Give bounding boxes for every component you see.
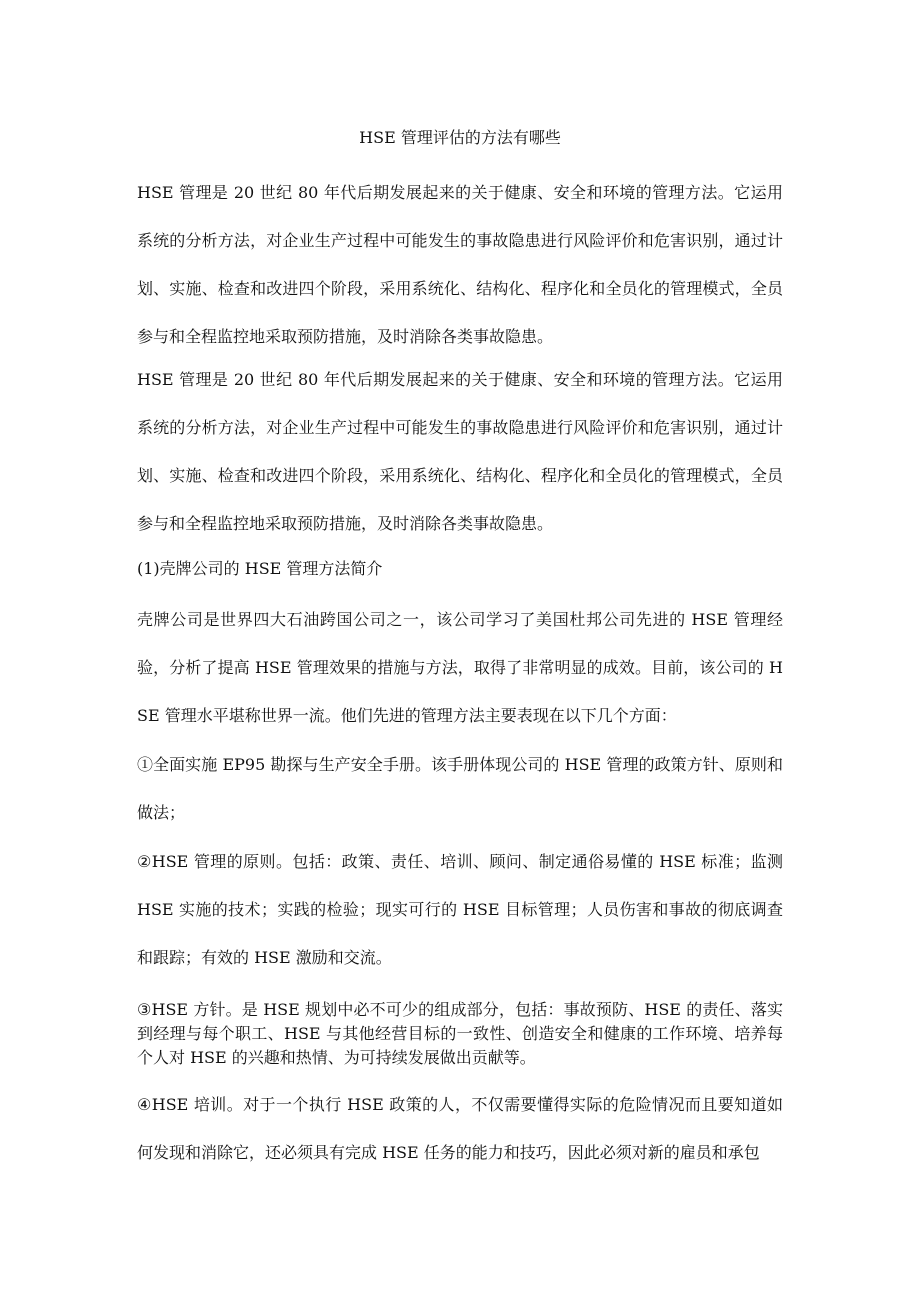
paragraph-hse-intro: HSE 管理是 20 世纪 80 年代后期发展起来的关于健康、安全和环境的管理方法。它运用系统的分析方法，对企业生产过程中可能发生的事故隐患进行风险评价和危害识别，通过计划、实施、检查和改进四个阶段，采用系统化、结构化、程序化和全员化的管理模式，全员参与和全程监控地采取预防措施，及时消除各类事故隐患。 bbox=[137, 183, 783, 346]
document-title: HSE 管理评估的方法有哪些 bbox=[359, 128, 561, 147]
paragraph-hse-intro-repeat: HSE 管理是 20 世纪 80 年代后期发展起来的关于健康、安全和环境的管理方法。它运用系统的分析方法，对企业生产过程中可能发生的事故隐患进行风险评价和危害识别，通过计划、实施、检查和改进四个阶段，采用系统化、结构化、程序化和全员化的管理模式，全员参与和全程监控地采取预防措施，及时消除各类事故隐患。 bbox=[137, 370, 783, 533]
list-item-1: ①全面实施 EP95 勘探与生产安全手册。该手册体现公司的 HSE 管理的政策方针、原则和做法； bbox=[137, 755, 783, 822]
paragraph-shell-overview: 壳牌公司是世界四大石油跨国公司之一，该公司学习了美国杜邦公司先进的 HSE 管理经验，分析了提高 HSE 管理效果的措施与方法，取得了非常明显的成效。目前，该公司的 HSE 管理水平堪称世界一流。他们先进的管理方法主要表现在以下几个方面： bbox=[137, 610, 783, 725]
section-heading-shell: (1)壳牌公司的 HSE 管理方法简介 bbox=[137, 559, 383, 578]
list-item-2: ②HSE 管理的原则。包括：政策、责任、培训、顾问、制定通俗易懂的 HSE 标准；监测 HSE 实施的技术；实践的检验；现实可行的 HSE 目标管理；人员伤害和事故的彻底调查和跟踪；有效的 HSE 激励和交流。 bbox=[137, 852, 783, 967]
list-item-3: ③HSE 方针。是 HSE 规划中必不可少的组成部分，包括：事故预防、HSE 的责任、落实到经理与每个职工、HSE 与其他经营目标的一致性、创造安全和健康的工作环境、培养每个人对 HSE 的兴趣和热情、为可持续发展做出贡献等。 bbox=[137, 1000, 783, 1067]
list-item-4: ④HSE 培训。对于一个执行 HSE 政策的人，不仅需要懂得实际的危险情况而且要知道如何发现和消除它，还必须具有完成 HSE 任务的能力和技巧，因此必须对新的雇员和承包 bbox=[137, 1095, 783, 1162]
